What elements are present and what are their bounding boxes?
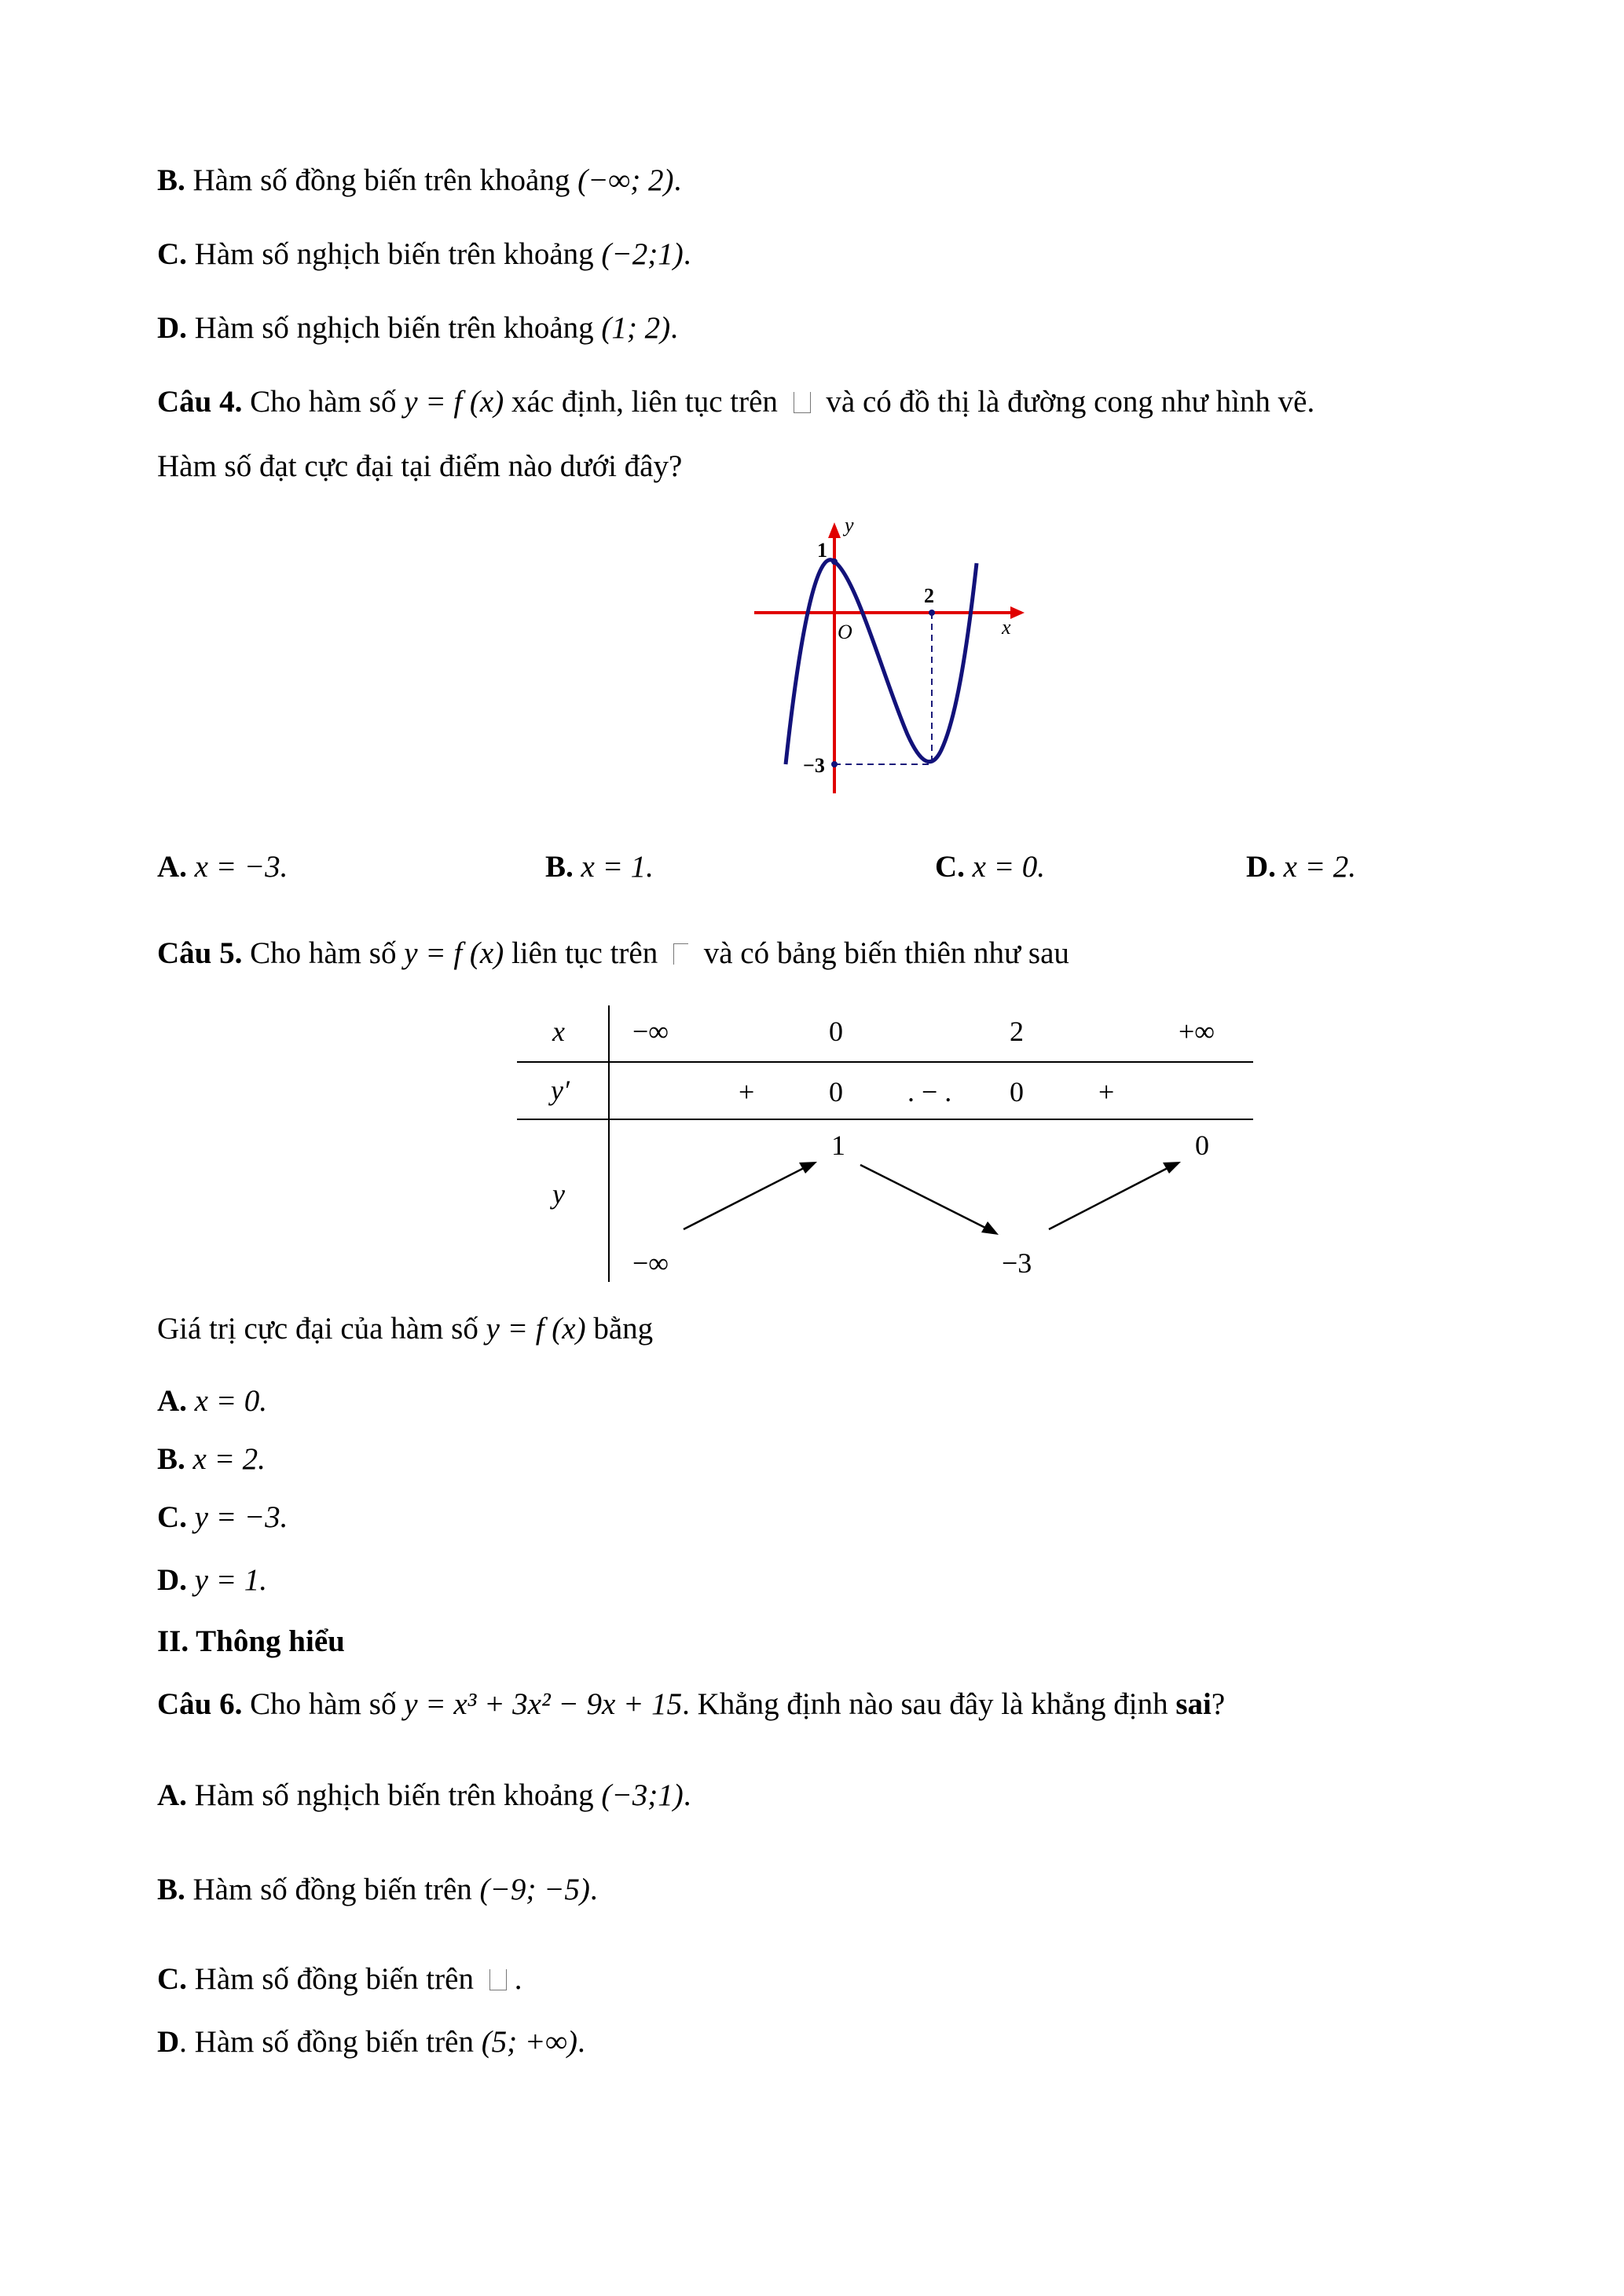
- row-label-y: y: [552, 1178, 565, 1210]
- tick-label-1: 1: [817, 539, 827, 562]
- real-set-symbol-icon: [673, 943, 688, 965]
- option-interval: (1; 2): [601, 311, 671, 345]
- q4-stem-line2: Hàm số đạt cực đại tại điểm nào dưới đây?: [157, 449, 683, 483]
- q5-stem: Câu 5. Cho hàm số y = f (x) liên tục trên và có bảng biến thiên như sau: [157, 936, 1069, 970]
- yp-sign: +: [1098, 1076, 1115, 1108]
- q3-option-c[interactable]: C. Hàm số nghịch biến trên khoảng (−2;1).: [157, 237, 691, 271]
- q3-option-d[interactable]: D. Hàm số nghịch biến trên khoảng (1; 2).: [157, 311, 678, 345]
- origin-label: O: [838, 621, 852, 643]
- function-expr: y = f (x): [486, 1312, 586, 1346]
- q5-option-c[interactable]: C. y = −3.: [157, 1500, 288, 1534]
- x-val: 2: [1010, 1016, 1024, 1047]
- y-axis-arrow-icon: [828, 522, 841, 538]
- real-set-symbol-icon: [489, 1969, 507, 1990]
- q6-option-b[interactable]: B. Hàm số đồng biến trên (−9; −5).: [157, 1873, 598, 1906]
- function-expr: y = f (x): [404, 936, 504, 970]
- x-val: +∞: [1179, 1016, 1215, 1047]
- y-bottom-val: −3: [1002, 1247, 1032, 1279]
- real-set-symbol-icon: [794, 392, 811, 413]
- x-axis-label: x: [1002, 616, 1011, 639]
- q4-option-b[interactable]: B. x = 1.: [545, 850, 654, 884]
- arrow-head-icon: [799, 1162, 817, 1174]
- q4-option-a[interactable]: A. x = −3.: [157, 850, 288, 884]
- x-val: 0: [829, 1016, 843, 1047]
- question-label: Câu 4.: [157, 385, 243, 419]
- option-text: Hàm số nghịch biến trên khoảng: [194, 311, 594, 345]
- q4-stem: Câu 4. Cho hàm số y = f (x) xác định, liên tục trên và có đồ thị là đường cong như hình vẽ.: [157, 385, 1315, 419]
- row-label-x: x: [552, 1016, 565, 1047]
- q5-option-a[interactable]: A. x = 0.: [157, 1384, 268, 1418]
- cubic-curve: [786, 560, 977, 764]
- tick-label-2: 2: [924, 584, 934, 607]
- q6-stem: Câu 6. Cho hàm số y = x³ + 3x² − 9x + 15. Khẳng định nào sau đây là khẳng định sai?: [157, 1687, 1226, 1721]
- q4-option-d[interactable]: D. x = 2.: [1246, 850, 1357, 884]
- q6-option-d[interactable]: D. Hàm số đồng biến trên (5; +∞).: [157, 2025, 585, 2059]
- x-axis-arrow-icon: [1010, 606, 1025, 619]
- arrow-head-icon: [1163, 1162, 1181, 1174]
- q5-question: Giá trị cực đại của hàm số y = f (x) bằng: [157, 1312, 654, 1346]
- option-text: Hàm số đồng biến trên khoảng: [192, 163, 570, 197]
- q4-graph: [739, 514, 1037, 797]
- arrow-head-icon: [981, 1221, 999, 1235]
- option-text: Hàm số nghịch biến trên khoảng: [194, 237, 594, 271]
- q6-option-c[interactable]: C. Hàm số đồng biến trên .: [157, 1962, 522, 1996]
- function-expr: y = x³ + 3x² − 9x + 15: [404, 1687, 683, 1721]
- row-label-yprime: y′: [551, 1075, 570, 1106]
- function-expr: y = f (x): [404, 385, 504, 419]
- q5-option-d[interactable]: D. y = 1.: [157, 1563, 268, 1597]
- yp-sign: . − .: [907, 1076, 952, 1108]
- y-top-val: 1: [831, 1130, 845, 1161]
- option-interval: (−∞; 2): [577, 163, 674, 197]
- option-label: B.: [157, 163, 185, 197]
- yp-zero: 0: [1010, 1076, 1024, 1108]
- section-title: II. Thông hiểu: [157, 1624, 345, 1658]
- y-axis-label: y: [845, 514, 854, 536]
- yp-sign: +: [739, 1076, 755, 1108]
- y-top-val: 0: [1195, 1130, 1209, 1161]
- option-label: C.: [157, 237, 187, 271]
- increasing-arrow: [1049, 1166, 1171, 1229]
- q3-option-b[interactable]: B. Hàm số đồng biến trên khoảng (−∞; 2).: [157, 163, 682, 197]
- question-label: Câu 5.: [157, 936, 243, 970]
- yp-zero: 0: [829, 1076, 843, 1108]
- increasing-arrow: [684, 1166, 807, 1229]
- decreasing-arrow: [860, 1165, 988, 1229]
- question-label: Câu 6.: [157, 1687, 243, 1721]
- q5-variation-table: [515, 1005, 1261, 1288]
- q6-option-a[interactable]: A. Hàm số nghịch biến trên khoảng (−3;1).: [157, 1778, 691, 1812]
- x-val: −∞: [632, 1016, 669, 1047]
- q4-option-c[interactable]: C. x = 0.: [935, 850, 1046, 884]
- option-label: D.: [157, 311, 187, 345]
- y-bottom-val: −∞: [632, 1247, 669, 1279]
- q5-option-b[interactable]: B. x = 2.: [157, 1442, 266, 1476]
- tick-label-neg3: −3: [803, 754, 825, 777]
- option-interval: (−2;1): [601, 237, 684, 271]
